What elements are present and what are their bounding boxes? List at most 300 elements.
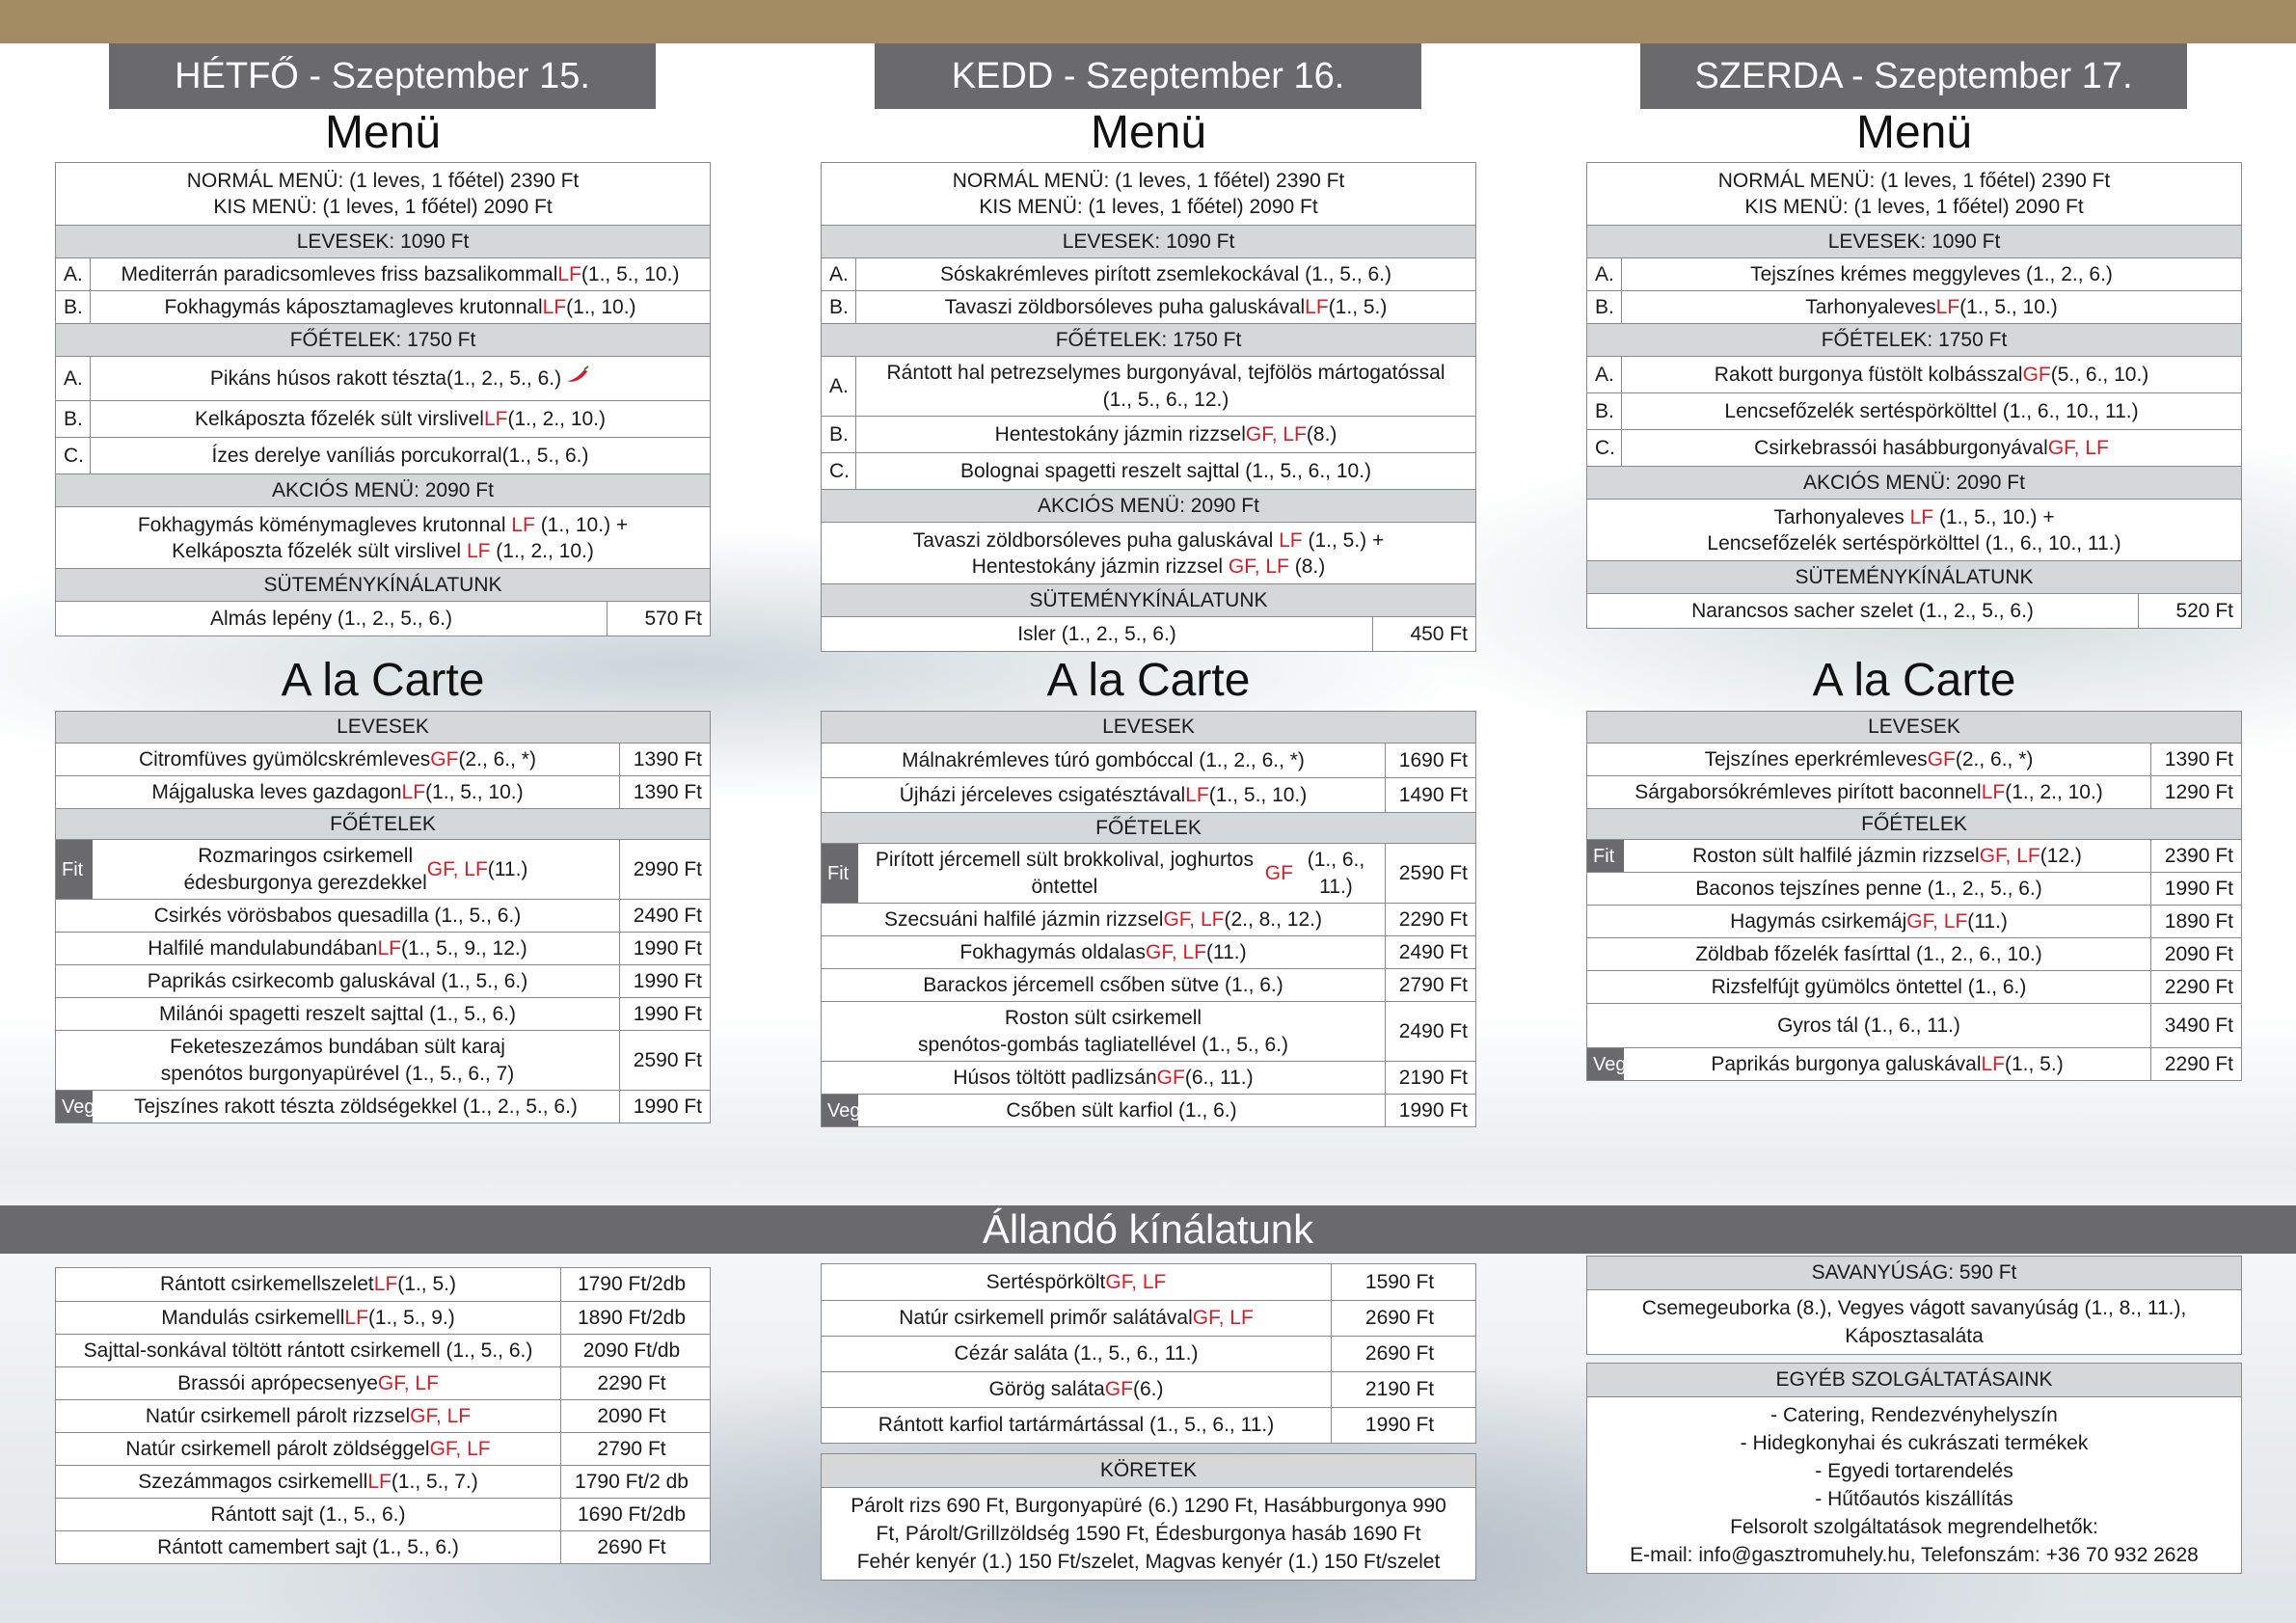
ac-soup-price: 1290 Ft bbox=[2150, 776, 2241, 808]
ac-main-price: 2490 Ft bbox=[1385, 936, 1475, 968]
diet-badge: GF bbox=[1104, 1378, 1133, 1400]
dessert-header-text: SÜTEMÉNYKÍNÁLATUNK bbox=[1795, 565, 2034, 588]
allergen-codes: (1., 5., 9., 12.) bbox=[400, 936, 527, 960]
dish-name: Tarhonyaleves bbox=[1805, 295, 1936, 318]
alacarte-table bbox=[55, 711, 711, 1123]
allando-table-2 bbox=[821, 1263, 1476, 1444]
dessert-header bbox=[822, 583, 1475, 616]
soup-row bbox=[56, 257, 710, 290]
menu-price-line: NORMÁL MENÜ: (1 leves, 1 főétel) 2390 Ft bbox=[952, 170, 1345, 192]
diet-badge: GF, LF bbox=[429, 1437, 491, 1460]
allando-dish-price: 2790 Ft bbox=[560, 1433, 710, 1465]
koretek-line: Párolt rizs 690 Ft, Burgonyapüré (6.) 1290 Ft, Hasábburgonya 990 bbox=[851, 1495, 1446, 1517]
diet-badge: GF, LF bbox=[1145, 940, 1206, 963]
ac-main-name bbox=[822, 969, 1385, 1001]
allando-row bbox=[56, 1399, 710, 1432]
ac-main-row bbox=[822, 968, 1475, 1001]
diet-badge: GF, LF bbox=[377, 1371, 439, 1394]
ac-main-name bbox=[56, 933, 619, 964]
dish-name: Szezámmagos csirkemell bbox=[138, 1470, 368, 1493]
allando-row bbox=[822, 1300, 1475, 1336]
diet-badge: LF bbox=[1185, 783, 1209, 806]
ac-main-price: 2990 Ft bbox=[619, 840, 710, 899]
dish-name: Görög saláta bbox=[988, 1378, 1105, 1400]
option-label: B. bbox=[56, 401, 91, 437]
dish-name: Milánói spagetti reszelt sajttal (1., 5., 6.) bbox=[159, 1002, 516, 1025]
dish-name: Májgaluska leves gazdagon bbox=[151, 780, 402, 803]
chili-pepper-icon bbox=[565, 365, 590, 392]
ac-soups-header bbox=[56, 712, 710, 743]
dish-name: Roston sült halfilé jázmin rizzsel bbox=[1692, 844, 1980, 867]
ac-main-row bbox=[1587, 937, 2241, 970]
ac-main-name bbox=[1587, 1004, 2150, 1047]
allergen-codes: (1., 2., 10.) bbox=[507, 407, 607, 430]
dessert-name bbox=[56, 602, 607, 636]
ac-main-price: 2590 Ft bbox=[619, 1031, 710, 1090]
ac-main-row bbox=[1587, 905, 2241, 937]
dish-name: Rántott sajt (1., 5., 6.) bbox=[210, 1502, 406, 1526]
main-row bbox=[1587, 429, 2241, 466]
allando-dish-name bbox=[822, 1301, 1331, 1336]
ac-main-row bbox=[56, 839, 710, 899]
egyeb-szolgaltatasok-line: Felsorolt szolgáltatások megrendelhetők: bbox=[1730, 1516, 2098, 1538]
dish-name: Baconos tejszínes penne (1., 2., 5., 6.) bbox=[1695, 877, 2042, 900]
dish-name: Bolognai spagetti reszelt sajttal (1., 5., 6., 10.) bbox=[959, 459, 1372, 482]
diet-badge: LF bbox=[466, 539, 491, 562]
diet-badge: LF bbox=[1305, 295, 1329, 318]
ac-main-price: 1990 Ft bbox=[619, 933, 710, 964]
ac-main-price: 1990 Ft bbox=[2150, 873, 2241, 905]
dish-name: Rántott camembert sajt (1., 5., 6.) bbox=[157, 1535, 459, 1558]
ac-main-row bbox=[56, 997, 710, 1030]
dessert-header-text: SÜTEMÉNYKÍNÁLATUNK bbox=[263, 573, 502, 596]
allergen-codes: (2., 6., *) bbox=[458, 747, 536, 771]
dish-name: Csirkés vörösbabos quesadilla (1., 5., 6.) bbox=[153, 904, 522, 927]
diet-badge: GF, LF bbox=[426, 857, 488, 880]
dish-name: Rozmaringos csirkemell édesburgonya gerezdekkel bbox=[183, 844, 427, 894]
option-label: A. bbox=[1587, 258, 1622, 290]
ac-main-row bbox=[56, 964, 710, 997]
dessert-row bbox=[822, 616, 1475, 651]
dish-name: Sajttal-sonkával töltött rántott csirkemell (1., 5., 6.) bbox=[83, 1339, 533, 1362]
allando-row bbox=[56, 1465, 710, 1498]
action-menu bbox=[822, 522, 1475, 583]
main-name bbox=[856, 453, 1475, 489]
ac-mains-header bbox=[56, 808, 710, 839]
soups-header bbox=[1587, 225, 2241, 257]
koretek bbox=[821, 1453, 1476, 1581]
day-banner: HÉTFŐ - Szeptember 15. bbox=[109, 43, 656, 109]
veg-badge: Veg bbox=[56, 1091, 93, 1123]
dish-name: Gyros tál (1., 6., 11.) bbox=[1777, 1014, 1960, 1037]
dish-name: Tarhonyaleves bbox=[1773, 505, 1910, 528]
diet-badge: LF bbox=[344, 1306, 368, 1329]
diet-badge: LF bbox=[542, 295, 567, 318]
ac-main-name bbox=[93, 840, 619, 899]
option-label: B. bbox=[56, 291, 91, 323]
allando-dish-name bbox=[56, 1400, 560, 1432]
action-menu bbox=[56, 506, 710, 568]
ac-main-name bbox=[822, 904, 1385, 935]
ac-main-row bbox=[822, 843, 1475, 903]
main-name bbox=[856, 357, 1475, 416]
allando-row bbox=[56, 1498, 710, 1530]
option-label: A. bbox=[1587, 357, 1622, 392]
action-menu-line bbox=[913, 527, 1385, 554]
ac-mains-header bbox=[822, 812, 1475, 843]
option-label: C. bbox=[822, 453, 856, 489]
ac-main-row bbox=[822, 903, 1475, 935]
allergen-codes: (1., 5., 10.) bbox=[581, 262, 680, 285]
allando-dish-price: 2190 Ft bbox=[1331, 1372, 1475, 1407]
dish-name: Sárgaborsókrémleves pirított baconnel bbox=[1634, 780, 1982, 803]
ac-soup-name bbox=[1587, 776, 2150, 808]
ac-soup-name bbox=[822, 744, 1385, 777]
ac-main-name bbox=[1587, 938, 2150, 970]
mains-header-text: FŐÉTELEK: 1750 Ft bbox=[1821, 328, 2008, 351]
menu-price-line: KIS MENÜ: (1 leves, 1 főétel) 2090 Ft bbox=[979, 196, 1318, 218]
savanyusag-line: Csemegeuborka (8.), Vegyes vágott savanyúság (1., 8., 11.), bbox=[1641, 1297, 2187, 1319]
savanyusag-header-text: SAVANYÚSÁG: 590 Ft bbox=[1811, 1261, 2017, 1284]
alacarte-title: A la Carte bbox=[281, 655, 485, 706]
action-menu bbox=[1587, 499, 2241, 560]
action-menu-header bbox=[1587, 466, 2241, 499]
allando-dish-price: 2090 Ft/db bbox=[560, 1335, 710, 1366]
soup-name bbox=[1622, 258, 2241, 290]
allergen-codes: (1., 5., 9.) bbox=[367, 1306, 455, 1329]
dish-name: Kelkáposzta főzelék sült virslivel bbox=[172, 539, 467, 562]
option-label: A. bbox=[56, 258, 91, 290]
allando-dish-price: 1690 Ft/2db bbox=[560, 1499, 710, 1530]
allando-dish-name bbox=[56, 1499, 560, 1530]
egyeb-szolgaltatasok-line: - Catering, Rendezvényhelyszín bbox=[1770, 1404, 2058, 1426]
option-label: A. bbox=[822, 357, 856, 416]
dessert-header-text: SÜTEMÉNYKÍNÁLATUNK bbox=[1029, 588, 1268, 611]
soup-row bbox=[822, 290, 1475, 323]
mains-header-text: FŐÉTELEK: 1750 Ft bbox=[289, 328, 476, 351]
menu-title: Menü bbox=[324, 107, 442, 158]
menu-price-line: NORMÁL MENÜ: (1 leves, 1 főétel) 2390 Ft bbox=[186, 170, 580, 192]
dish-name: Citromfüves gyümölcskrémleves bbox=[139, 747, 431, 771]
dish-name: Tejszínes eperkrémleves bbox=[1704, 747, 1928, 771]
allando-row bbox=[56, 1301, 710, 1334]
allando-dish-price: 2290 Ft bbox=[560, 1367, 710, 1399]
ac-main-price: 1990 Ft bbox=[619, 998, 710, 1030]
dish-name: Ízes derelye vaníliás porcukorral bbox=[211, 444, 502, 467]
day-banner: KEDD - Szeptember 16. bbox=[875, 43, 1421, 109]
dish-name: Lencsefőzelék sertéspörkölttel (1., 6., 10., 11.) bbox=[1707, 531, 2121, 555]
menu-price-line: KIS MENÜ: (1 leves, 1 főétel) 2090 Ft bbox=[213, 196, 553, 218]
dish-name: Tejszínes rakott tészta zöldségekkel (1., 2., 5., 6.) bbox=[134, 1095, 578, 1118]
ac-main-row bbox=[822, 935, 1475, 968]
menu-title: Menü bbox=[1090, 107, 1207, 158]
action-menu-line bbox=[1707, 530, 2120, 556]
menu-title: Menü bbox=[1855, 107, 1973, 158]
ac-main-price: 2590 Ft bbox=[1385, 844, 1475, 903]
action-menu-header bbox=[56, 473, 710, 506]
allando-dish-name bbox=[56, 1302, 560, 1334]
main-name bbox=[91, 401, 710, 437]
allando-dish-name bbox=[822, 1264, 1331, 1300]
allergen-codes: (1., 2., 10.) bbox=[490, 539, 594, 562]
savanyusag-header bbox=[1587, 1257, 2241, 1289]
ac-soup-name bbox=[56, 744, 619, 775]
ac-soups-header-text: LEVESEK bbox=[1868, 716, 1960, 738]
mains-header bbox=[1587, 323, 2241, 356]
ac-soups-header bbox=[822, 712, 1475, 743]
koretek-header-text: KÖRETEK bbox=[1099, 1459, 1198, 1481]
dish-name: Tejszínes krémes meggyleves (1., 2., 6.) bbox=[1750, 262, 2113, 285]
allergen-codes: (11.) bbox=[1967, 909, 2008, 933]
ac-main-name bbox=[858, 844, 1385, 903]
dish-name: Mediterrán paradicsomleves friss bazsalikommal bbox=[121, 262, 558, 285]
dessert-row bbox=[56, 601, 710, 636]
option-label: B. bbox=[822, 291, 856, 323]
koretek-line: Ft, Párolt/Grillzöldség 1590 Ft, Édesburgonya hasáb 1690 Ft bbox=[876, 1523, 1421, 1545]
allergen-codes: (2., 6., *) bbox=[1955, 747, 2034, 771]
soup-row bbox=[56, 290, 710, 323]
diet-badge: GF bbox=[2022, 363, 2051, 386]
option-label: A. bbox=[822, 258, 856, 290]
allando-dish-price: 1590 Ft bbox=[1331, 1264, 1475, 1300]
allando-row bbox=[56, 1334, 710, 1366]
day-banner: SZERDA - Szeptember 17. bbox=[1640, 43, 2187, 109]
koretek-body bbox=[822, 1487, 1475, 1580]
menu-prices bbox=[1587, 163, 2241, 225]
dish-name: Rántott hal petrezselymes burgonyával, tejfölös mártogatóssal (1., 5., 6., 12.) bbox=[886, 361, 1445, 411]
alacarte-title: A la Carte bbox=[1046, 655, 1251, 706]
diet-badge: GF, LF bbox=[1906, 909, 1968, 933]
allando-row bbox=[822, 1336, 1475, 1371]
ac-main-row bbox=[1587, 1047, 2241, 1080]
savanyusag-body bbox=[1587, 1289, 2241, 1354]
main-name bbox=[1622, 430, 2241, 466]
mains-header-text: FŐÉTELEK: 1750 Ft bbox=[1055, 328, 1242, 351]
ac-mains-header-text: FŐÉTELEK bbox=[1095, 816, 1202, 839]
ac-soup-row bbox=[822, 743, 1475, 777]
ac-main-name bbox=[1587, 906, 2150, 937]
dish-name: Húsos töltött padlizsán bbox=[953, 1066, 1157, 1089]
soup-name bbox=[91, 291, 710, 323]
ac-mains-header-text: FŐÉTELEK bbox=[330, 812, 436, 835]
daily-menu-table bbox=[55, 162, 711, 636]
ac-main-price: 1990 Ft bbox=[619, 1091, 710, 1123]
egyeb-szolgaltatasok-header bbox=[1587, 1364, 2241, 1396]
allando-dish-price: 2690 Ft bbox=[1331, 1337, 1475, 1371]
ac-main-price: 1890 Ft bbox=[2150, 906, 2241, 937]
ac-soup-row bbox=[1587, 775, 2241, 808]
ac-main-price: 3490 Ft bbox=[2150, 1004, 2241, 1047]
soup-name bbox=[856, 258, 1475, 290]
dish-name: Paprikás csirkecomb galuskával (1., 5., 6.) bbox=[147, 969, 528, 992]
ac-soup-row bbox=[1587, 743, 2241, 775]
ac-main-name bbox=[1624, 1048, 2150, 1080]
dish-name: Tavaszi zöldborsóleves puha galuskával bbox=[944, 295, 1306, 318]
ac-main-row bbox=[56, 899, 710, 932]
allando-dish-name bbox=[56, 1466, 560, 1498]
alacarte-table bbox=[1586, 711, 2242, 1081]
dish-name: Cézár saláta (1., 5., 6., 11.) bbox=[954, 1342, 1199, 1365]
soup-name bbox=[91, 258, 710, 290]
dessert-name bbox=[1587, 594, 2138, 628]
egyeb-szolgaltatasok-line: - Hűtőautós kiszállítás bbox=[1815, 1488, 2013, 1510]
ac-main-price: 2490 Ft bbox=[619, 900, 710, 932]
diet-badge: LF bbox=[557, 262, 581, 285]
action-menu-line bbox=[172, 538, 594, 564]
allergen-codes: (1., 5., 10.) bbox=[1959, 295, 2058, 318]
ac-mains-header bbox=[1587, 808, 2241, 839]
allando-dish-name bbox=[822, 1408, 1331, 1443]
soups-header-text: LEVESEK: 1090 Ft bbox=[1062, 230, 1235, 253]
soup-name bbox=[856, 291, 1475, 323]
diet-badge: GF bbox=[1264, 861, 1293, 884]
ac-main-row bbox=[56, 932, 710, 964]
main-row bbox=[56, 437, 710, 473]
diet-badge: LF bbox=[1935, 295, 1960, 318]
top-accent-bar bbox=[0, 0, 2296, 43]
ac-soup-row bbox=[56, 743, 710, 775]
soup-row bbox=[822, 257, 1475, 290]
allando-title: Állandó kínálatunk bbox=[0, 1205, 2296, 1254]
egyeb-szolgaltatasok-line: - Hidegkonyhai és cukrászati termékek bbox=[1740, 1432, 2089, 1454]
dessert-row bbox=[1587, 593, 2241, 628]
ac-main-price: 2390 Ft bbox=[2150, 840, 2241, 872]
dish-name: Málnakrémleves túró gombóccal (1., 2., 6., *) bbox=[902, 748, 1305, 771]
egyeb-szolgaltatasok-line: - Egyedi tortarendelés bbox=[1815, 1460, 2013, 1482]
option-label: A. bbox=[56, 357, 91, 400]
allergen-codes: (1., 6., 11.) bbox=[1307, 848, 1365, 898]
dish-name: Zöldbab főzelék fasírttal (1., 2., 6., 10.) bbox=[1695, 942, 2042, 965]
ac-soup-name bbox=[56, 776, 619, 808]
ac-main-name bbox=[56, 900, 619, 932]
allando-row bbox=[56, 1366, 710, 1399]
allergen-codes: (1., 10.) bbox=[566, 295, 636, 318]
ac-main-price: 2490 Ft bbox=[1385, 1002, 1475, 1061]
mains-header bbox=[822, 323, 1475, 356]
dessert-price: 450 Ft bbox=[1372, 617, 1475, 651]
action-menu-header bbox=[822, 489, 1475, 522]
allergen-codes: (1., 5.) bbox=[397, 1273, 456, 1295]
dish-name: Lencsefőzelék sertéspörkölttel (1., 6., 10., 11.) bbox=[1724, 399, 2139, 422]
ac-main-price: 2190 Ft bbox=[1385, 1062, 1475, 1094]
dessert-header bbox=[56, 568, 710, 601]
main-name bbox=[1622, 357, 2241, 392]
diet-badge: LF bbox=[1981, 780, 2006, 803]
dish-name: Rizsfelfújt gyümölcs öntettel (1., 6.) bbox=[1711, 975, 2027, 998]
diet-badge: GF bbox=[1156, 1066, 1185, 1089]
fit-badge: Fit bbox=[56, 840, 93, 899]
allergen-codes: (1., 10.) + bbox=[534, 513, 629, 536]
allergen-codes: (11.) bbox=[487, 857, 528, 880]
option-label: B. bbox=[822, 417, 856, 452]
soups-header bbox=[822, 225, 1475, 257]
ac-soup-price: 1390 Ft bbox=[2150, 744, 2241, 775]
ac-main-price: 2290 Ft bbox=[2150, 1048, 2241, 1080]
dish-name: Tavaszi zöldborsóleves puha galuskával bbox=[912, 528, 1280, 552]
allando-dish-name bbox=[822, 1372, 1331, 1407]
dish-name: Újházi jérceleves csigatésztával bbox=[899, 783, 1186, 806]
allergen-codes: (8.) bbox=[1288, 555, 1326, 578]
soups-header-text: LEVESEK: 1090 Ft bbox=[296, 230, 470, 253]
option-label: B. bbox=[1587, 291, 1622, 323]
dish-name: Csőben sült karfiol (1., 6.) bbox=[1006, 1098, 1237, 1122]
main-row bbox=[822, 356, 1475, 416]
dish-name: Rakott burgonya füstölt kolbásszal bbox=[1714, 363, 2023, 386]
soup-row bbox=[1587, 290, 2241, 323]
action-menu-line bbox=[1773, 504, 2054, 530]
ac-soup-name bbox=[822, 778, 1385, 812]
diet-badge: GF, LF bbox=[1245, 422, 1307, 446]
ac-main-price: 2290 Ft bbox=[1385, 904, 1475, 935]
ac-main-name bbox=[56, 998, 619, 1030]
egyeb-szolgaltatasok bbox=[1586, 1363, 2242, 1574]
allergen-codes: (1., 5., 6.) bbox=[501, 444, 589, 467]
fit-badge: Fit bbox=[822, 844, 858, 903]
dish-name: Hagymás csirkemáj bbox=[1730, 909, 1907, 933]
dessert-price: 520 Ft bbox=[2138, 594, 2241, 628]
egyeb-szolgaltatasok-body bbox=[1587, 1396, 2241, 1573]
ac-main-row bbox=[56, 1090, 710, 1123]
soups-header-text: LEVESEK: 1090 Ft bbox=[1827, 230, 2001, 253]
main-row bbox=[822, 452, 1475, 489]
dish-name: Natúr csirkemell párolt zöldséggel bbox=[125, 1437, 430, 1460]
diet-badge: LF bbox=[511, 513, 535, 536]
egyeb-szolgaltatasok-header-text: EGYÉB SZOLGÁLTATÁSAINK bbox=[1775, 1368, 2053, 1391]
ac-soup-price: 1390 Ft bbox=[619, 744, 710, 775]
option-label: C. bbox=[1587, 430, 1622, 466]
diet-badge: LF bbox=[377, 936, 401, 960]
allando-row bbox=[822, 1371, 1475, 1407]
dessert-header bbox=[1587, 560, 2241, 593]
allergen-codes: (1., 5., 10.) bbox=[425, 780, 524, 803]
ac-main-name bbox=[1587, 873, 2150, 905]
menu-price-line: NORMÁL MENÜ: (1 leves, 1 főétel) 2390 Ft bbox=[1717, 170, 2111, 192]
diet-badge: LF bbox=[1981, 1052, 2005, 1075]
diet-badge: GF, LF bbox=[1192, 1307, 1254, 1329]
ac-soup-row bbox=[822, 777, 1475, 812]
dish-name: Fokhagymás köménymagleves krutonnal bbox=[137, 513, 512, 536]
egyeb-szolgaltatasok-line: E-mail: info@gasztromuhely.hu, Telefonszám: +36 70 932 2628 bbox=[1630, 1544, 2199, 1566]
ac-main-name bbox=[56, 965, 619, 997]
allando-row bbox=[822, 1264, 1475, 1300]
dessert-name-text: Isler (1., 2., 5., 6.) bbox=[1017, 622, 1176, 645]
diet-badge: LF bbox=[1909, 505, 1934, 528]
main-name bbox=[856, 417, 1475, 452]
veg-badge: Veg bbox=[822, 1095, 858, 1126]
menu-prices bbox=[822, 163, 1475, 225]
dish-name: Sóskakrémleves pirított zsemlekockával (1., 5., 6.) bbox=[940, 262, 1391, 285]
main-name bbox=[1622, 393, 2241, 429]
allergen-codes: (1., 5., 10.) bbox=[1208, 783, 1308, 806]
allergen-codes: (12.) bbox=[2039, 844, 2082, 867]
ac-soup-price: 1690 Ft bbox=[1385, 744, 1475, 777]
diet-badge: LF bbox=[401, 780, 426, 803]
dish-name: Fokhagymás oldalas bbox=[959, 940, 1146, 963]
main-name bbox=[91, 438, 710, 473]
dish-name: Mandulás csirkemell bbox=[161, 1306, 345, 1329]
diet-badge: LF bbox=[367, 1470, 392, 1493]
dish-name: Brassói aprópecsenye bbox=[177, 1371, 378, 1394]
allergen-codes: (6.) bbox=[1132, 1378, 1164, 1400]
mains-header bbox=[56, 323, 710, 356]
ac-main-name bbox=[858, 1095, 1385, 1126]
dish-name: Natúr csirkemell primőr salátával bbox=[899, 1307, 1193, 1329]
diet-badge: GF, LF bbox=[410, 1404, 472, 1427]
dish-name: Rántott karfiol tartármártással (1., 5., 6., 11.) bbox=[878, 1414, 1275, 1436]
dish-name: Hentestokány jázmin rizzsel bbox=[971, 555, 1229, 578]
soup-name bbox=[1622, 291, 2241, 323]
allergen-codes: (1., 5.) bbox=[1328, 295, 1388, 318]
